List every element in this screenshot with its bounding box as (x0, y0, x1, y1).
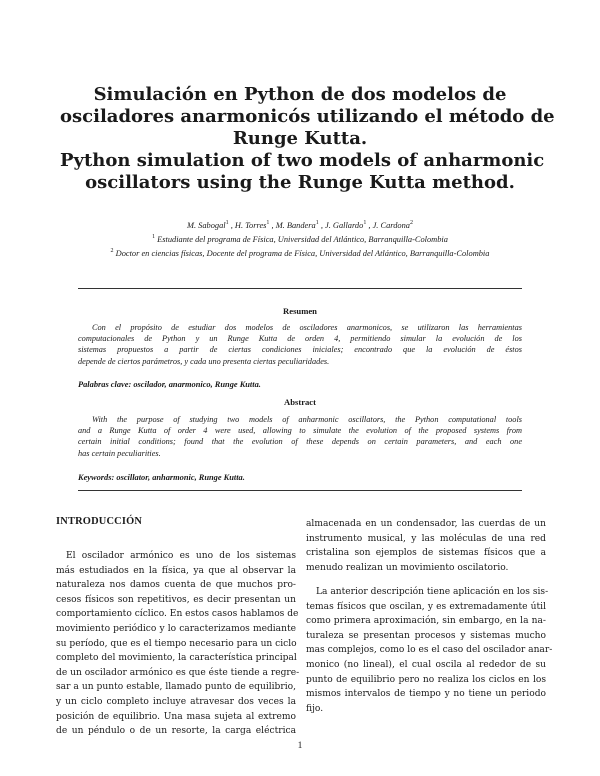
bottom-rule (78, 490, 522, 491)
abstract-text: With the purpose of studying two models of anharmonic oscillators, the Python computational tools and a Runge Kutta of order 4 were used, allowing to simulate the evolution of the proposed systems from certain initial conditions; found that the evolution of these depends on certain parameters, and each one has certain peculiarities. (78, 415, 522, 458)
abstract-heading: Abstract (284, 397, 316, 407)
left-column: El oscilador armónico es uno de los sistemas más estudiados en la física, ya que al observar la naturaleza nos damos cuenta de que muchos pro- cesos físicos son repetitivos, es decir presentan un comportamiento cíclico. En estos casos hablamos de movimiento periódico y lo caracterizamos mediante su período, que es el tiempo necesario para un ciclo completo del movimiento, la característica principal de un oscilador armónico es que éste tiende a regre- sar a un punto estable, llamado punto de equilibrio, y un ciclo completo incluye atravesar dos veces la posición de equilibrio. Una masa sujeta al extremo de un péndulo o de un resorte, la carga eléctrica (56, 551, 300, 737)
author: J. Gallardo (325, 220, 364, 230)
keywords: Keywords: oscillator, anharmonic, Runge Kutta. (78, 473, 245, 482)
right-column-p2: La anterior descripción tiene aplicación en los sis- temas físicos que oscilan, y es extremadamente útil como primera aproximación, sin embargo, en la na- turaleza se presentan procesos y sistemas mucho mas complejos, como lo es el caso del oscilador anar- monico (no lineal), el cual oscila al rededor de su punto de equilibrio pero no realiza los ciclos en los mismos intervalos de tiempo y no tiene un periodo fijo. (306, 587, 553, 714)
title-line: oscillators using the Runge Kutta method. (85, 172, 515, 193)
page-number: 1 (297, 741, 303, 751)
author: M. Bandera (275, 220, 316, 230)
affiliation-1: $^1$ Estudiante del programa de Física, Universidad del Atlántico, Barranquilla-Colombia (152, 234, 448, 244)
author: H. Torres (234, 220, 267, 230)
section-heading: INTRODUCCIÓN (56, 516, 143, 527)
author: J. Cardona (372, 220, 410, 230)
paper-title (60, 84, 555, 194)
title-line: Runge Kutta. (232, 128, 368, 149)
author-list: M. Sabogal$^1$ , H. Torres$^1$ , M. Bandera$^1$ , J. Gallardo$^1$ , J. Cardona$^2$ (187, 220, 413, 230)
title-line: Simulación en Python de dos modelos de (93, 84, 507, 105)
author: M. Sabogal (187, 220, 226, 230)
resumen-heading: Resumen (283, 306, 317, 316)
top-rule (78, 288, 522, 289)
palabras-clave: Palabras clave: oscilador, anarmonico, Runge Kutta. (78, 380, 261, 389)
affiliation-2: $^2$ Doctor en ciencias físicas, Docente del programa de Física, Universidad del Atlántico, Barranquilla-Colombia (110, 248, 490, 258)
title-line: osciladores anarmonicós utilizando el método de (60, 106, 555, 127)
resumen-text: Con el propósito de estudiar dos modelos de osciladores anarmonicos, se utilizaron las herramientas computacionales de Python y un Runge Kutta de orden 4, permitiendo simular la evolución de los sistemas propuestos a partir de ciertas condiciones iniciales; encontrado que la evolución de éstos depende de ciertos parámetros, y cada uno presenta ciertas peculiaridades. (78, 323, 522, 366)
right-column-p1: almacenada en un condensador, las cuerdas de un instrumento musical, y las moléculas de una red cristalina son ejemplos de sistemas físicos que a menudo realizan un movimiento oscilatorio. (306, 519, 546, 573)
title-line: Python simulation of two models of anharmonic (60, 150, 545, 171)
